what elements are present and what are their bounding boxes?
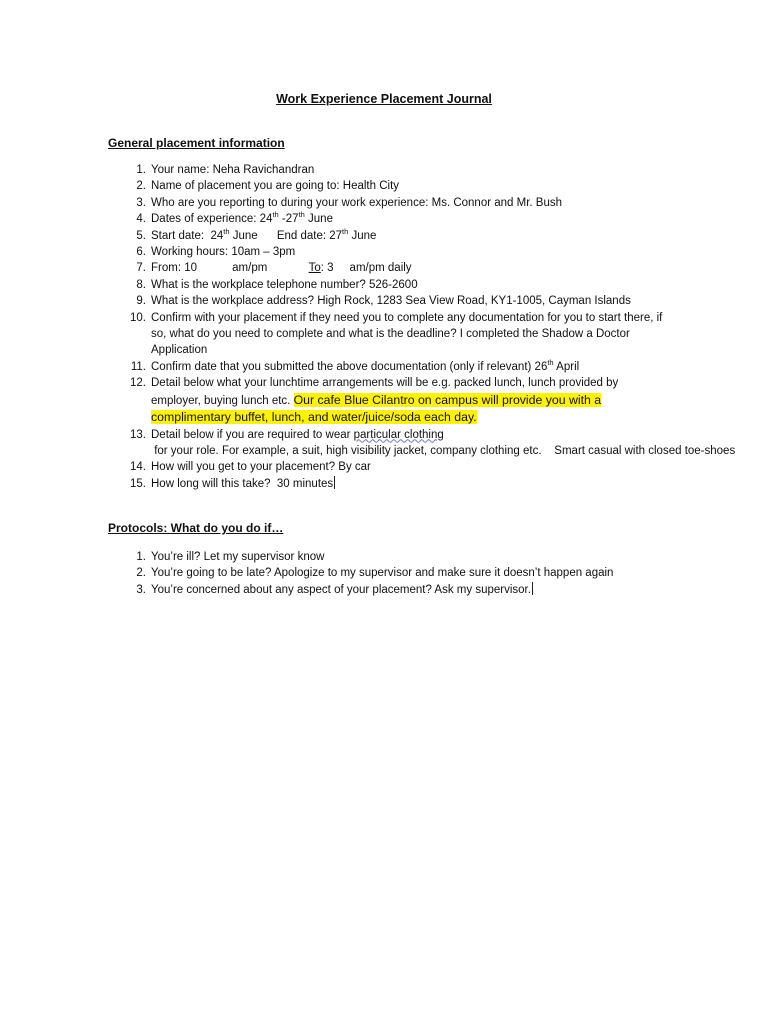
spellcheck-underlined-text: particular clothing <box>353 428 444 441</box>
superscript: th <box>272 210 279 220</box>
list-item <box>0 459 671 475</box>
item-text: Working hours: 10am – 3pm <box>151 246 296 259</box>
list-item <box>0 195 671 211</box>
item-text: How long will this take? 30 minutes <box>151 477 334 490</box>
list-item <box>0 549 671 565</box>
item-text: How will you get to your placement? By car <box>151 461 371 474</box>
protocols-list <box>0 549 671 598</box>
superscript: th <box>547 358 554 368</box>
item-text: Confirm date that you submitted the above documentation (only if relevant) 26 <box>151 360 548 373</box>
item-text: Detail below if you are required to wear <box>151 428 354 441</box>
list-item <box>0 310 671 359</box>
list-item <box>0 476 671 492</box>
general-heading: General placement information <box>108 136 285 150</box>
item-text: Confirm with your placement if they need you to complete any documentation for you to start there, if so, what do you need to complete and what is the deadline? I completed the Shadow a Doctor Application <box>151 311 663 357</box>
list-item <box>0 244 671 260</box>
list-item <box>0 293 671 309</box>
item-number: 9. <box>136 295 146 308</box>
item-text: To <box>308 262 321 275</box>
item-text: You’re ill? Let my supervisor know <box>151 551 325 563</box>
list-item <box>0 162 671 178</box>
item-number: 13. <box>130 428 146 441</box>
superscript: th <box>223 226 230 236</box>
item-number: 2. <box>136 180 146 193</box>
list-item <box>0 375 671 426</box>
item-text: June <box>304 213 333 226</box>
list-item <box>0 277 671 293</box>
item-text: From: 10 am/pm <box>151 262 309 275</box>
list-item <box>0 260 671 276</box>
superscript: th <box>298 210 305 220</box>
item-text: April <box>553 360 580 373</box>
item-number: 5. <box>136 229 146 242</box>
item-text: Detail below what your lunchtime arrangements will be e.g. packed lunch, lunch provided by employer, buying lunch etc. <box>151 377 619 407</box>
item-text: Your name: Neha Ravichandran <box>151 164 315 176</box>
item-number: 3. <box>136 583 146 596</box>
item-number: 4. <box>136 213 146 226</box>
item-number: 12. <box>130 377 146 390</box>
item-number: 15. <box>130 477 146 490</box>
list-item <box>0 565 671 581</box>
item-text: -27 <box>278 213 299 226</box>
general-list <box>0 162 736 492</box>
item-number: 8. <box>136 278 146 291</box>
list-item <box>0 178 671 194</box>
page-title: Work Experience Placement Journal <box>276 92 492 106</box>
text-cursor <box>532 582 533 595</box>
item-number: 14. <box>130 461 146 474</box>
item-text: You’re going to be late? Apologize to my supervisor and make sure it doesn’t happen again <box>151 567 614 580</box>
item-text: Start date: 24 <box>151 229 224 242</box>
item-text: for your role. For example, a suit, high visibility jacket, company clothing etc. Smart casual with closed toe-shoes <box>151 444 736 457</box>
item-number: 2. <box>136 567 146 580</box>
item-text: June End date: 27 <box>229 229 343 242</box>
item-number: 6. <box>136 246 146 259</box>
item-text: Dates of experience: 24 <box>151 213 273 226</box>
item-text: You’re concerned about any aspect of your placement? Ask my supervisor. <box>151 583 531 596</box>
item-text: : 3 am/pm daily <box>320 262 412 275</box>
text-cursor <box>334 476 335 489</box>
item-number: 10. <box>130 311 146 324</box>
highlighted-text: Our cafe Blue Cilantro on campus will provide you with a complimentary buffet, lunch, and water/juice/soda each day. <box>151 392 602 425</box>
superscript: th <box>342 226 349 236</box>
list-item <box>0 211 671 227</box>
item-number: 7. <box>136 262 146 275</box>
item-text: What is the workplace telephone number? 526-2600 <box>151 278 418 291</box>
list-item <box>0 359 671 375</box>
item-text: June <box>348 229 377 242</box>
list-item <box>0 228 671 244</box>
item-number: 3. <box>136 196 146 209</box>
item-number: 1. <box>136 551 146 563</box>
list-item <box>0 427 736 460</box>
item-text: What is the workplace address? High Rock, 1283 Sea View Road, KY1-1005, Cayman Islands <box>151 295 631 308</box>
protocols-heading: Protocols: What do you do if… <box>108 521 284 535</box>
item-number: 1. <box>136 164 146 176</box>
item-text: Who are you reporting to during your work experience: Ms. Connor and Mr. Bush <box>151 196 563 209</box>
item-number: 11. <box>130 360 146 373</box>
item-text: Name of placement you are going to: Health City <box>151 180 400 193</box>
list-item <box>0 582 671 598</box>
